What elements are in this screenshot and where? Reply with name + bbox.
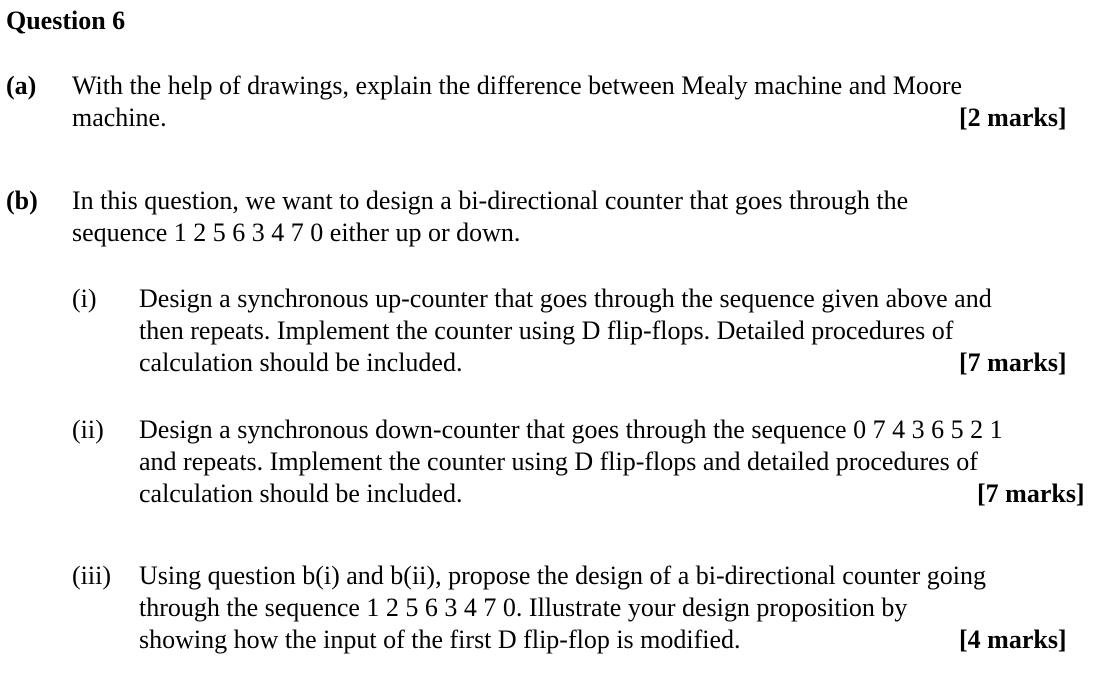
sub-i-line-3-row (139, 347, 1094, 379)
part-b-line-2: sequence 1 2 5 6 3 4 7 0 either up or down. (72, 218, 521, 247)
question-title: Question 6 (6, 6, 126, 35)
part-b-label: (b) (6, 186, 38, 215)
sub-i-label: (i) (72, 284, 97, 313)
sub-i-line-3: calculation should be included. (139, 348, 463, 377)
sub-iii-marks: [4 marks] (959, 625, 1067, 654)
sub-ii-line-2: and repeats. Implement the counter using D flip-flops and detailed procedures of (139, 447, 978, 476)
part-a-text (72, 70, 1072, 134)
sub-iii-line-3: showing how the input of the first D flip-flop is modified. (139, 625, 741, 654)
sub-ii-line-1: Design a synchronous down-counter that goes through the sequence 0 7 4 3 6 5 2 1 (139, 415, 1003, 444)
sub-ii-text (139, 414, 1094, 510)
sub-iii-line-3-row (139, 624, 1094, 656)
sub-i-text (139, 283, 1094, 379)
sub-ii-line-3: calculation should be included. (139, 479, 463, 508)
sub-ii-label: (ii) (72, 415, 104, 444)
part-a-marks: [2 marks] (959, 103, 1067, 132)
sub-i-marks: [7 marks] (959, 348, 1067, 377)
sub-i-line-1: Design a synchronous up-counter that goes through the sequence given above and (139, 284, 992, 313)
sub-ii-line-3-row (139, 478, 1094, 510)
sub-iii-line-1: Using question b(i) and b(ii), propose the design of a bi-directional counter going (139, 561, 986, 590)
part-a-label: (a) (6, 71, 37, 100)
sub-ii-marks: [7 marks] (977, 479, 1085, 508)
sub-iii-text (139, 560, 1094, 656)
part-a-line-1: With the help of drawings, explain the difference between Mealy machine and Moore (72, 71, 963, 100)
sub-iii-line-2: through the sequence 1 2 5 6 3 4 7 0. Illustrate your design proposition by (139, 593, 908, 622)
sub-iii-label: (iii) (72, 561, 111, 590)
part-b-text (72, 185, 1072, 249)
part-a-line-2-row (72, 102, 1072, 134)
part-b-line-1: In this question, we want to design a bi-directional counter that goes through the (72, 186, 909, 215)
sub-i-line-2: then repeats. Implement the counter using D flip-flops. Detailed procedures of (139, 316, 954, 345)
part-a-line-2: machine. (72, 103, 167, 132)
